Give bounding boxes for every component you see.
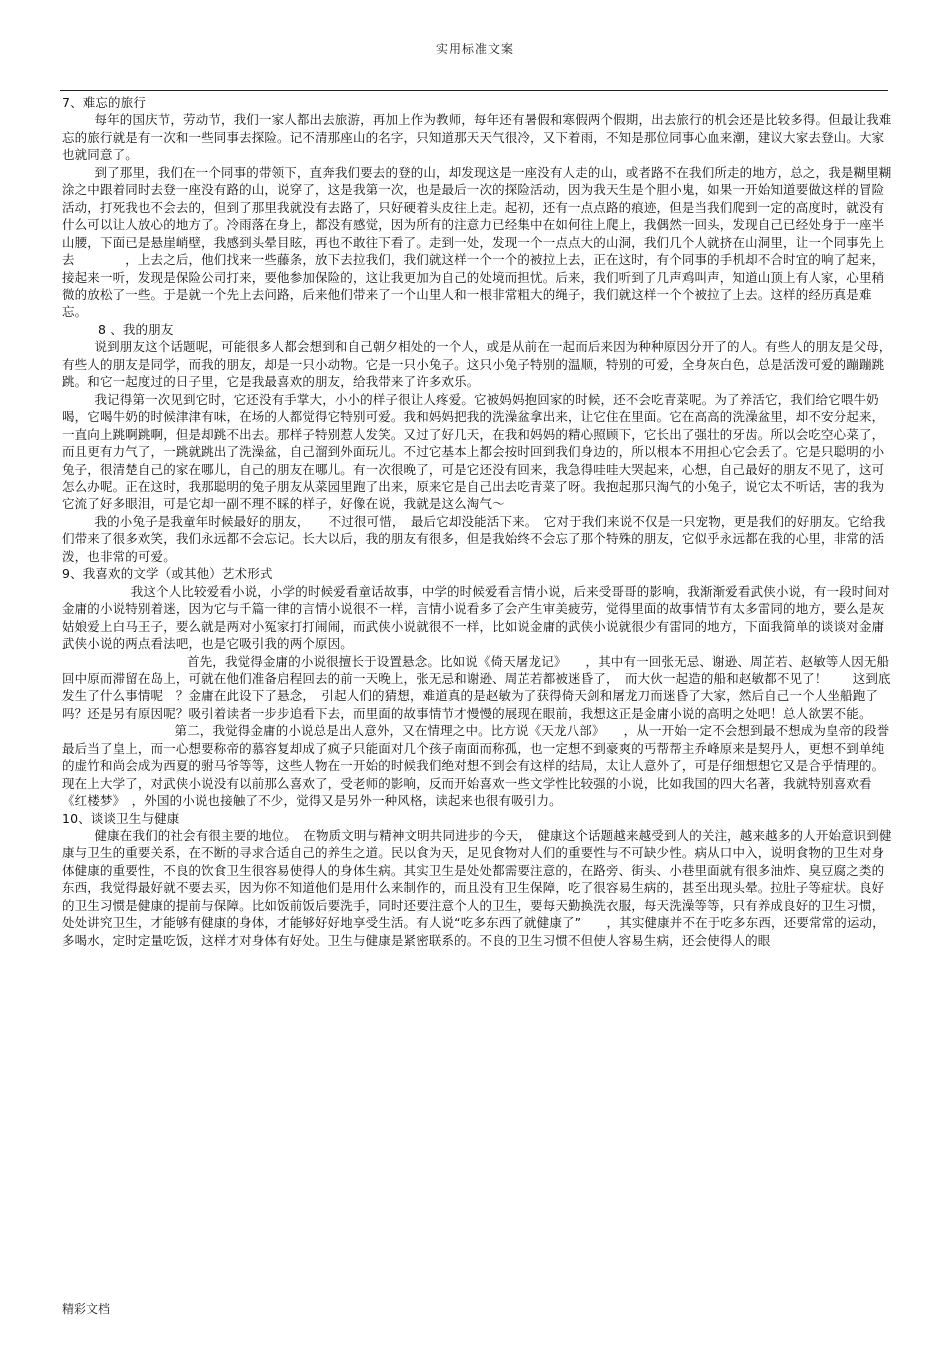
page-header: 实用标准文案 xyxy=(435,42,514,56)
paragraph: 第二，我觉得金庸的小说总是出人意外，又在情理之中。比方说《天龙八部》 ，从一开始一定不会想到最不想成为皇帝的段誉最后当了皇上，而一心想要称帝的慕容复却成了疯子只能面对几个孩子南面而称孤，也一定想不到豪爽的丐帮帮主乔峰原来是契丹人，更想不到单纯的虚竹和尚会成为西夏的驸马爷等等，这些人物在一开始的时候我们绝对想不到会有这样的结局，太让人意外了，可是仔细想想它又是合乎情理的。现在上大学了，对武侠小说没有以前那么喜欢了，受老师的影响，反而开始喜欢一些文学性比较强的小说，比如我国的四大名著，我就特别喜欢看《红楼梦》 ，外国的小说也接触了不少，觉得又是另外一种风格，读起来也很有吸引力。 xyxy=(62,723,890,809)
section-health xyxy=(62,810,892,950)
paragraph: 我这个人比较爱看小说，小学的时候爱看童话故事，中学的时候爱看言情小说，后来受哥哥的影响，我渐渐爱看武侠小说，有一段时间对金庸的小说特别着迷，因为它与千篇一律的言情小说很不一样，言情小说看多了会产生审美疲劳，觉得里面的故事情节有太多雷同的地方，要么是灰姑娘爱上白马王子，要么就是两对小冤家打打闹闹，而武侠小说就很不一样，比如说金庸的武侠小说就很少有雷同的地方，下面我简单的谈谈对金庸武侠小说的两点看法吧，也是它吸引我的两个原因。 xyxy=(62,583,890,652)
section-friend xyxy=(62,321,892,565)
paragraph: 到了那里，我们在一个同事的带领下，直奔我们要去的登的山，却发现这是一座没有人走的山，或者路不在我们所走的地方，总之，我是糊里糊涂之中跟着同时去登一座没有路的山，说穿了，这是我第一次，也是最后一次的探险活动，因为我天生是个胆小鬼，如果一开始知道要做这样的冒险活动，打死我也不会去的，但到了那里我就没有去路了，只好硬着头皮往上走。起初，还有一点点路的痕迹，但是当我们爬到一定的高度时，就没有什么可以让人放心的地方了。冷雨落在身上，都没有感觉，因为所有的注意力已经集中在如何往上爬上，我偶然一回头，发现自己已经处身于一座半山腰，下面已是悬崖峭壁，我感到头晕目眩，再也不敢往下看了。走到一处，发现一个一点点大的山洞，我们几个人就挤在山洞里，让一个同事先上去 ，上去之后，他们找来一些藤条，放下去拉我们，我们就这样一个一个的被拉上去，正在这时，有个同事的手机却不合时宜的响了起来，接起来一听，发现是保险公司打来，要他参加保险的，这让我更加为自己的处境而担忧。后来，我们听到了几声鸡叫声，知道山顶上有人家，心里稍微的放松了一些。于是就一个先上去问路，后来他们带来了一个山里人和一根非常粗大的绳子，我们就这样一个个被拉了上去。这样的经历真是难忘。 xyxy=(62,164,892,320)
document-body xyxy=(62,94,892,949)
section-literature xyxy=(62,565,892,809)
section-heading: 10、谈谈卫生与健康 xyxy=(62,810,180,826)
section-heading: 7、难忘的旅行 xyxy=(62,95,147,110)
paragraph: 每年的国庆节，劳动节，我们一家人都出去旅游，再加上作为教师，每年还有暑假和寒假两个假期，出去旅行的机会还是比较多得。但最让我难忘的旅行就是有一次和一些同事去探险。记不清那座山的名字，只知道那天天气很冷，又下着雨，不知是那位同事心血来潮，建议大家去登山。大家也就同意了。 xyxy=(62,112,892,163)
section-travel xyxy=(62,94,892,321)
section-heading: 8 、我的朋友 xyxy=(98,321,174,337)
paragraph: 首先，我觉得金庸的小说很擅长于设置悬念。比如说《倚天屠龙记》 ，其中有一回张无忌、谢逊、周芷若、赵敏等人因无船回中原而滞留在岛上，可就在他们准备启程回去的前一天晚上，张无忌和谢逊、周芷若都被迷昏了， 而大伙一起造的船和赵敏都不见了！ 这到底发生了什么事情呢 ？金庸在此设下了悬念， 引起人们的猜想，难道真的是赵敏为了获得倚天剑和屠龙刀而迷昏了大家，然后自己一个人坐船跑了吗？还是另有原因呢？吸引着读者一步步追看下去，而里面的故事情节才慢慢的展现在眼前，我想这正是金庸小说的高明之处吧！总人欲罢不能。 xyxy=(62,653,891,721)
paragraph: 说到朋友这个话题呢，可能很多人都会想到和自己朝夕相处的一个人，或是从前在一起而后来因为种种原因分开了的人。有些人的朋友是父母，有些人的朋友是同学，而我的朋友，却是一只小动物。它是一只小兔子。这只小兔子特别的温顺，特别的可爱，全身灰白色，总是活泼可爱的蹦蹦跳跳。和它一起度过的日子里，它是我最喜欢的朋友，给我带来了许多欢乐。 xyxy=(62,339,892,390)
paragraph: 健康在我们的社会有很主要的地位。 在物质文明与精神文明共同进步的今天， 健康这个话题越来越受到人的关注，越来越多的人开始意识到健康与卫生的重要关系，在不断的寻求合适自己的养生之道。民以食为天，足见食物对人们的重要性与不可缺少性。病从口中入，说明食物的卫生对身体健康的重要性，不良的饮食卫生很容易使得人的身体生病。其实卫生是处处都需要注意的，在路旁、街头、小巷里面就有很多油炸、臭豆腐之类的东西，我觉得最好就不要去买，因为你不知道他们是用什么来制作的，而且没有卫生保障，吃了很容易生病的，甚至出现头晕。拉肚子等症状。良好的卫生习惯是健康的提前与保障。比如饭前饭后要洗手，同时还要注意个人的卫生，要每天勤换洗衣服，每天洗澡等等，只有养成良好的卫生习惯，处处讲究卫生，才能够有健康的身体，才能够好好地享受生活。有人说“吃多东西了就健康了” ，其实健康并不在于吃多东西，还要常常的运动，多喝水，定时定量吃饭，这样才对身体有好处。卫生与健康是紧密联系的。不良的卫生习惯不但使人容易生病，还会使得人的眼 xyxy=(62,828,892,948)
page-footer: 精彩文档 xyxy=(62,1302,111,1316)
paragraph: 我的小兔子是我童年时候最好的朋友， 不过很可惜， 最后它却没能活下来。 它对于我们来说不仅是一只宠物，更是我们的好朋友。它给我们带来了很多欢笑，我们永远都不会忘记。长大以后，我的朋友有很多，但是我始终不会忘了那个特殊的朋友，它似乎永远都在我的心里，非常的活泼，也非常的可爱。 xyxy=(62,513,886,564)
paragraph: 我记得第一次见到它时，它还没有手掌大，小小的样子很让人疼爱。它被妈妈抱回家的时候，还不会吃青菜呢。为了养活它，我们给它喂牛奶喝，它喝牛奶的时候津津有味，在场的人都觉得它特别可爱。我和妈妈把我的洗澡盆拿出来，让它住在里面。它在高高的洗澡盆里，却不安分起来，一直向上跳啊跳啊，但是却跳不出去。那样子特别惹人发笑。又过了好几天，在我和妈妈的精心照顾下，它长出了强壮的牙齿。所以会吃空心菜了，而且更有力气了，一跳就跳出了洗澡盆，自己溜到外面玩儿。不过它基本上都会按时回到我们身边的，所以根本不用担心它会丢了。它是只聪明的小兔子，很清楚自己的家在哪儿，自己的朋友在哪儿。有一次很晚了，可是它还没有回来，我急得哇哇大哭起来，心想，自己最好的朋友不见了，这可怎么办呢。正在这时，我那聪明的兔子朋友从菜园里跑了出来，原来它是自己出去吃青菜了呀。我抱起那只淘气的小兔子，说它太不听话，害的我为它流了好多眼泪，可是它却一副不理不睬的样子，好像在说，我就是这么淘气～ xyxy=(62,391,885,512)
header-rule xyxy=(60,90,888,91)
section-heading: 9、我喜欢的文学（或其他）艺术形式 xyxy=(62,566,273,582)
